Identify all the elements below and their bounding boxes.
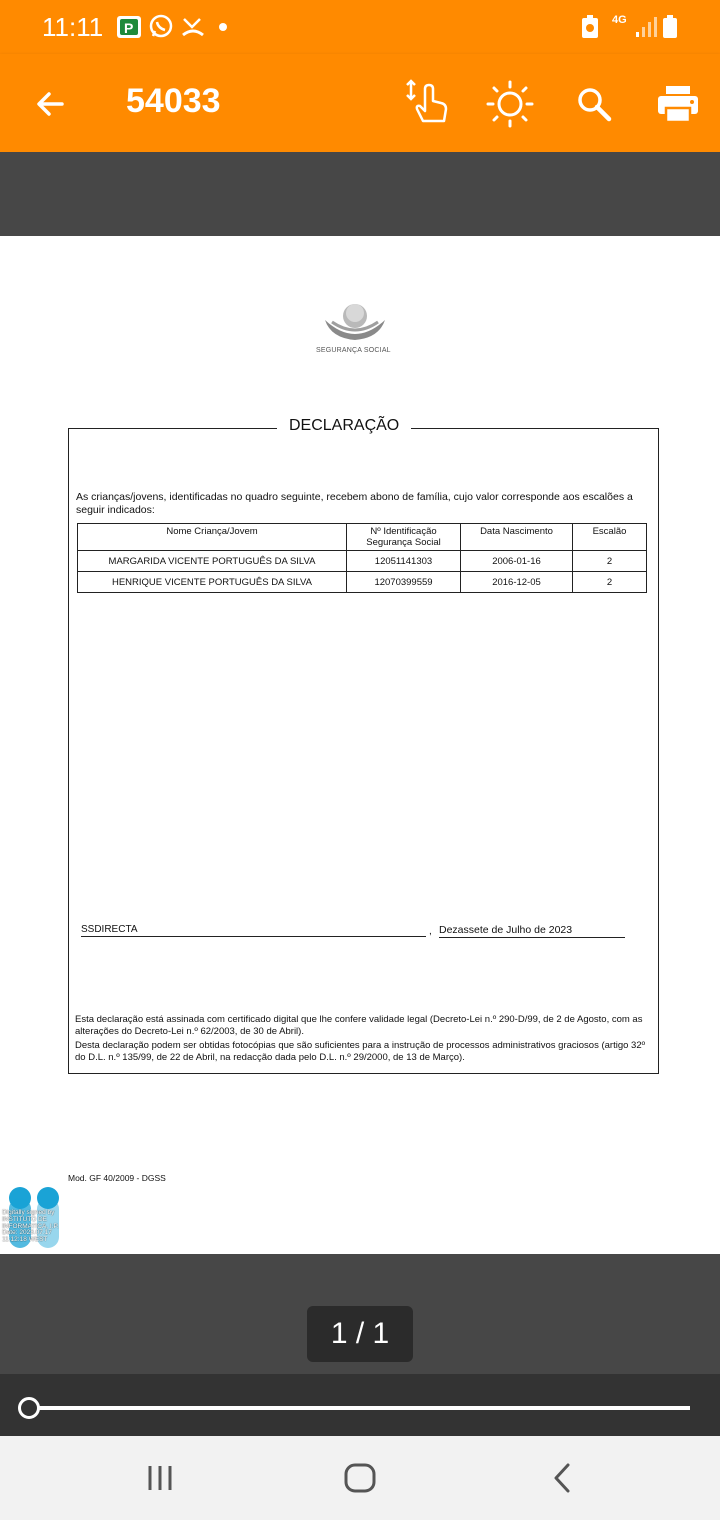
signature-line: Date: 2023.07.17: [2, 1229, 52, 1237]
system-nav-bar: [0, 1436, 720, 1520]
back-nav-button[interactable]: [532, 1458, 592, 1498]
signal-icon: [634, 14, 658, 38]
missed-call-icon: [180, 15, 206, 39]
page-slider[interactable]: [0, 1374, 720, 1436]
signature-line: INFORMATICA, I.P.: [2, 1222, 59, 1230]
print-icon: [656, 84, 700, 124]
signature-line: Digitally signed by: [2, 1209, 55, 1216]
notification-dot-icon: [218, 22, 228, 32]
battery-icon: [662, 14, 678, 40]
table-row: [78, 551, 647, 572]
child-escalao: 2: [573, 572, 647, 593]
scroll-mode-button[interactable]: [400, 77, 452, 129]
pdf-page[interactable]: [0, 236, 720, 1254]
declaration-heading: DECLARAÇÃO: [277, 417, 411, 435]
table-header: Nº Identificação Segurança Social: [347, 524, 461, 551]
signature-line: 11:12:18 WEST: [2, 1236, 48, 1244]
table-header: Data Nascimento: [461, 524, 573, 551]
legal-text-1: Esta declaração está assinada com certificado digital que lhe confere validade legal (Decreto-Lei n.º 290-D/99, de 2 de Agosto, com as alterações do Decreto-Lei n.º 62/2003, de 30 de Abril).: [75, 1014, 643, 1037]
document-title: 54033: [126, 82, 221, 120]
legal-text-2: Desta declaração podem ser obtidas fotocópias que são suficientes para a instrução de processos administrativos graciosos (artigo 32º do D.L. n.º 135/99, de 22 de Abril, na redacção dada pelo D.L. n.º 29/2000, de 13 de Março).: [75, 1040, 646, 1063]
recents-button[interactable]: [130, 1458, 190, 1498]
status-time: 11:11: [42, 12, 104, 42]
signature-line: INSTITUTO DE: [2, 1215, 48, 1223]
legal-notice: [75, 1014, 653, 1064]
child-ss-number: 12051141303: [347, 551, 461, 572]
table-row: [78, 572, 647, 593]
child-birthdate: 2006-01-16: [461, 551, 573, 572]
pingo-doce-icon: [116, 15, 142, 39]
svg-text:P: P: [124, 20, 134, 36]
declaration-box: [68, 417, 659, 1074]
child-birthdate: 2016-12-05: [461, 572, 573, 593]
model-reference: Mod. GF 40/2009 - DGSS: [68, 1173, 166, 1183]
app-bar: [0, 54, 720, 152]
slider-track[interactable]: [30, 1406, 690, 1410]
home-icon: [343, 1462, 377, 1494]
back-button[interactable]: [24, 78, 76, 130]
battery-saver-icon: [580, 14, 600, 40]
logo-caption: SEGURANÇA SOCIAL: [316, 347, 391, 354]
sign-place: SSDIRECTA: [81, 924, 426, 937]
home-button[interactable]: [330, 1458, 390, 1498]
table-header: Escalão: [573, 524, 647, 551]
page-indicator: 1 / 1: [307, 1306, 413, 1362]
status-bar: [0, 0, 720, 54]
search-button[interactable]: [568, 78, 620, 130]
brightness-icon: [485, 79, 535, 129]
print-button[interactable]: [652, 78, 704, 130]
intro-text: As crianças/jovens, identificadas no quadro seguinte, recebem abono de família, cujo valor corresponde aos escalões a seguir indicados:: [76, 491, 633, 516]
child-name: MARGARIDA VICENTE PORTUGUÊS DA SILVA: [78, 551, 347, 572]
child-name: HENRIQUE VICENTE PORTUGUÊS DA SILVA: [78, 572, 347, 593]
seguranca-social-logo: [320, 302, 390, 344]
sign-date: Dezassete de Julho de 2023: [439, 924, 625, 938]
child-ss-number: 12070399559: [347, 572, 461, 593]
recents-icon: [145, 1464, 175, 1492]
whatsapp-icon: [148, 14, 174, 40]
back-arrow-icon: [34, 88, 66, 120]
back-nav-icon: [550, 1462, 574, 1494]
sign-comma: ,: [429, 926, 432, 937]
network-type: 4G: [612, 14, 627, 26]
digital-signature-text: [2, 1210, 59, 1244]
search-icon: [574, 84, 614, 124]
brightness-button[interactable]: [484, 78, 536, 130]
touch-scroll-icon: [401, 77, 451, 129]
table-header: Nome Criança/Jovem: [78, 524, 347, 551]
child-escalao: 2: [573, 551, 647, 572]
children-table: [77, 523, 647, 593]
slider-thumb[interactable]: [18, 1397, 40, 1419]
